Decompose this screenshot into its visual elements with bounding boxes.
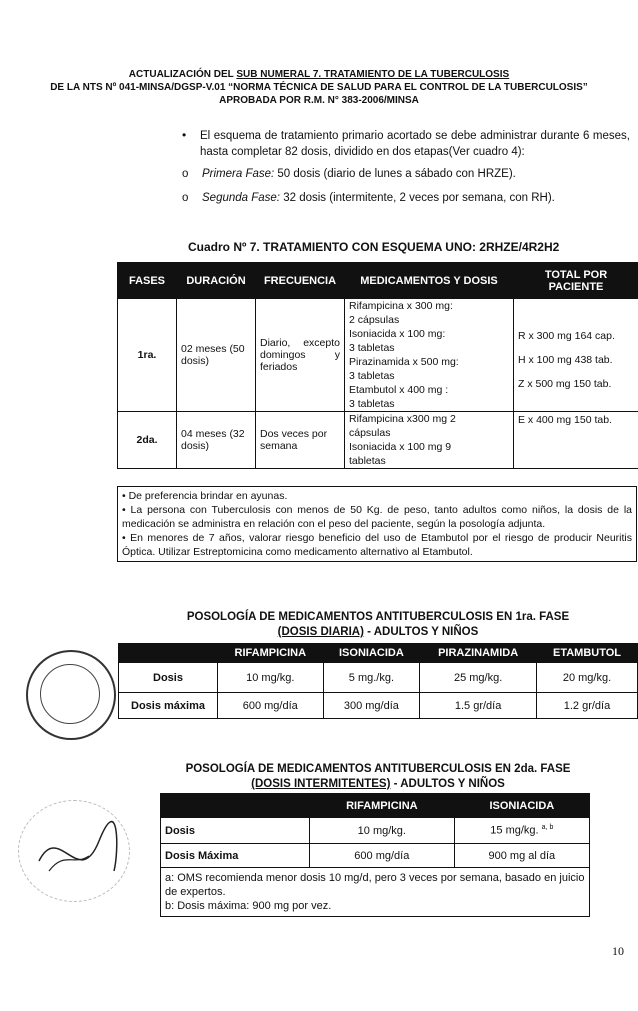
table-cell: 10 mg/kg. — [310, 818, 455, 844]
bullet-icon: • — [182, 128, 187, 142]
cell-value: 15 mg/kg. — [490, 824, 539, 837]
posologia2-title-underlined: (DOSIS INTERMITENTES) — [251, 778, 391, 790]
med-line: Etambutol x 400 mg : — [349, 384, 449, 396]
document-header — [0, 68, 638, 107]
note-item — [122, 503, 632, 531]
table-cell: 600 mg/día — [218, 693, 324, 719]
duracion-cell: 04 meses (32 dosis) — [177, 412, 256, 469]
note-text: La persona con Tuberculosis con menos de 50 Kg. de peso, tanto adultos como niños, la dosis de la medicación se administra en relación con el peso del paciente, según la posología adjunta. — [122, 504, 632, 530]
posologia1-title-underlined: (DOSIS DIARIA) — [277, 626, 364, 638]
total-line: H x 100 mg 438 tab. — [518, 354, 613, 366]
phase2-label: Segunda Fase: — [202, 192, 281, 204]
posologia2-table — [160, 793, 590, 917]
frecuencia-cell: Diario, excepto domingos y feriados — [256, 299, 345, 412]
med-line: Rifampicina x 300 mg: — [349, 300, 453, 312]
phase1-text: 50 dosis (diario de lunes a sábado con HRZE). — [274, 168, 516, 180]
table-cell: 1.2 gr/día — [537, 693, 638, 719]
table-cell: 300 mg/día — [323, 693, 420, 719]
footnotes-cell — [161, 868, 590, 917]
phase2-line — [180, 190, 630, 206]
posologia2-title — [118, 762, 638, 792]
total-cell — [514, 412, 638, 469]
posologia2-title-line1: POSOLOGÍA DE MEDICAMENTOS ANTITUBERCULOSIS EN 2da. FASE — [185, 763, 571, 775]
header-isoniacida: ISONIACIDA — [323, 644, 420, 663]
phase1-line — [180, 166, 630, 182]
ministry-seal-icon — [26, 650, 116, 740]
table-cell — [454, 818, 589, 844]
table-row — [118, 299, 638, 412]
frecuencia-cell: Dos veces por semana — [256, 412, 345, 469]
header-fases: FASES — [118, 263, 177, 299]
empty-header — [119, 644, 218, 663]
table-notes — [117, 486, 637, 562]
header-duracion: DURACIÓN — [177, 263, 256, 299]
posologia2-title-line2 — [118, 777, 638, 792]
med-line: 3 tabletas — [349, 398, 395, 410]
header-frecuencia: FRECUENCIA — [256, 263, 345, 299]
phase1-label: Primera Fase: — [202, 168, 275, 180]
signature-icon — [19, 801, 129, 901]
med-line: Rifampicina x300 mg 2 — [349, 413, 456, 425]
posologia1-title-rest: - ADULTOS Y NIÑOS — [363, 626, 479, 638]
header-line1 — [0, 68, 638, 81]
row-label: Dosis — [161, 818, 310, 844]
med-line: cápsulas — [349, 427, 391, 439]
posologia2-title-rest: - ADULTOS Y NIÑOS — [390, 778, 505, 790]
med-line: Isoniacida x 100 mg 9 — [349, 441, 452, 453]
header-rifampicina: RIFAMPICINA — [310, 794, 455, 818]
footnote-a: a: OMS recomienda menor dosis 10 mg/d, pero 3 veces por semana, basado en juicio de expertos. — [165, 872, 585, 898]
posologia1-title — [118, 610, 638, 640]
table-row — [161, 844, 590, 868]
total-cell — [514, 299, 638, 412]
header-rifampicina: RIFAMPICINA — [218, 644, 324, 663]
circle-bullet-icon: o — [182, 192, 189, 204]
med-line: Isoniacida x 100 mg: — [349, 328, 446, 340]
table-cell: 20 mg/kg. — [537, 663, 638, 693]
row-label: Dosis Máxima — [161, 844, 310, 868]
cuadro7-title: Cuadro Nº 7. TRATAMIENTO CON ESQUEMA UNO: 2RHZE/4R2H2 — [188, 240, 560, 254]
bullet-icon: • — [122, 504, 131, 516]
table-row — [118, 412, 638, 469]
note-item — [122, 531, 632, 559]
header-medicamentos: MEDICAMENTOS Y DOSIS — [345, 263, 514, 299]
bullet-icon: • — [122, 532, 131, 544]
note-text: En menores de 7 años, valorar riesgo beneficio del uso de Etambutol por el riesgo de producir Neuritis Óptica. Utilizar Estreptomicina como medicamento alternativo al Etambutol. — [122, 532, 633, 558]
total-line: E x 400 mg 150 tab. — [518, 414, 612, 426]
note-text: De preferencia brindar en ayunas. — [128, 490, 288, 502]
table-cell: 5 mg./kg. — [323, 663, 420, 693]
header-isoniacida: ISONIACIDA — [454, 794, 589, 818]
posologia1-table — [118, 643, 638, 719]
empty-header — [161, 794, 310, 818]
table-cell: 10 mg/kg. — [218, 663, 324, 693]
med-line: 3 tabletas — [349, 370, 395, 382]
table-row — [161, 818, 590, 844]
med-line: Pirazinamida x 500 mg: — [349, 356, 459, 368]
med-line: 3 tabletas — [349, 342, 395, 354]
posologia1-title-line1: POSOLOGÍA DE MEDICAMENTOS ANTITUBERCULOSIS EN 1ra. FASE — [186, 611, 570, 623]
table-row — [119, 693, 638, 719]
table-cell: 25 mg/kg. — [420, 663, 537, 693]
fase-cell: 2da. — [118, 412, 177, 469]
header-line1-prefix: ACTUALIZACIÓN DEL — [128, 69, 237, 80]
footnote-superscript: a, b — [541, 824, 554, 832]
medicamentos-cell — [345, 299, 514, 412]
table-cell: 900 mg al día — [454, 844, 589, 868]
row-label: Dosis máxima — [119, 693, 218, 719]
table-cell: 1.5 gr/día — [420, 693, 537, 719]
fase-cell: 1ra. — [118, 299, 177, 412]
table-cell: 600 mg/día — [310, 844, 455, 868]
footnote-b: b: Dosis máxima: 900 mg por vez. — [165, 900, 332, 912]
total-line: Z x 500 mg 150 tab. — [518, 378, 612, 390]
header-pirazinamida: PIRAZINAMIDA — [420, 644, 537, 663]
header-total: TOTAL POR PACIENTE — [514, 263, 638, 299]
total-line: R x 300 mg 164 cap. — [518, 330, 615, 342]
note-item — [122, 489, 632, 503]
intro-bullet-text: El esquema de tratamiento primario acortado se debe administrar durante 6 meses, hasta completar 82 dosis, dividido en dos etapas(Ver cuadro 4): — [200, 130, 630, 158]
header-line2: DE LA NTS Nº 041-MINSA/DGSP-V.01 “NORMA TÉCNICA DE SALUD PARA EL CONTROL DE LA TUBERCULOSIS” — [50, 82, 588, 93]
phase2-text: 32 dosis (intermitente, 2 veces por semana, con RH). — [280, 192, 555, 204]
duracion-cell: 02 meses (50 dosis) — [177, 299, 256, 412]
circle-bullet-icon: o — [182, 168, 189, 180]
stamp-seal-icon — [18, 800, 130, 902]
intro-section — [180, 128, 630, 206]
posologia1-title-line2 — [118, 625, 638, 640]
med-line: tabletas — [349, 455, 386, 467]
row-label: Dosis — [119, 663, 218, 693]
header-line1-underlined: SUB NUMERAL 7. TRATAMIENTO DE LA TUBERCULOSIS — [236, 69, 510, 80]
page-number: 10 — [612, 944, 624, 958]
header-line3: APROBADA POR R.M. N° 383-2006/MINSA — [219, 95, 419, 106]
treatment-table — [117, 262, 638, 469]
medicamentos-cell — [345, 412, 514, 469]
header-etambutol: ETAMBUTOL — [537, 644, 638, 663]
bullet-icon: • — [122, 490, 129, 502]
table-row — [119, 663, 638, 693]
med-line: 2 cápsulas — [349, 314, 400, 326]
